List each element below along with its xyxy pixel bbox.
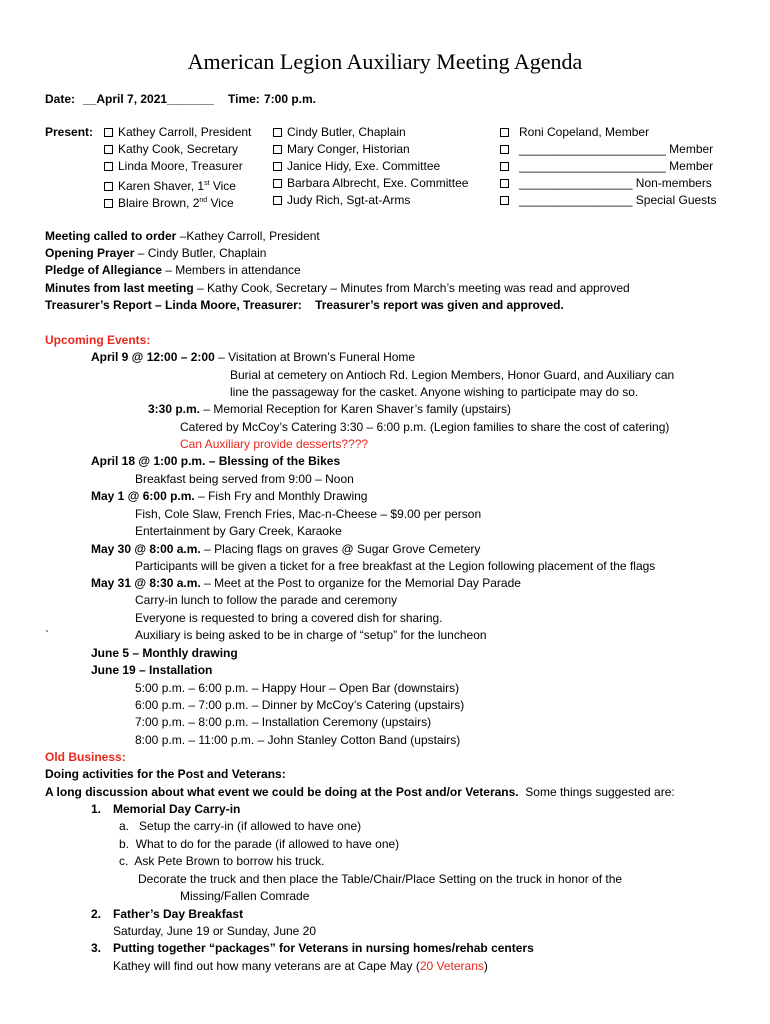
attendee-checkbox-item[interactable]: Kathey Carroll, President (104, 124, 251, 141)
present-label: Present: (45, 125, 94, 139)
event-detail: Fish, Cole Slaw, French Fries, Mac-n-Cheese – $9.00 per person (135, 507, 482, 521)
checkbox-icon[interactable] (273, 128, 282, 137)
attendee-checkbox-item[interactable]: _________________ Special Guests (500, 192, 717, 209)
attendee-checkbox-item[interactable]: Karen Shaver, 1st Vice (104, 175, 236, 195)
attendee-checkbox-item[interactable]: Kathy Cook, Secretary (104, 141, 238, 158)
checkbox-icon[interactable] (273, 162, 282, 171)
event-detail: Catered by McCoy’s Catering 3:30 – 6:00 p.m. (Legion families to share the cost of catering) (180, 420, 670, 434)
installation-schedule-item: 5:00 p.m. – 6:00 p.m. – Happy Hour – Open Bar (downstairs) (135, 681, 460, 695)
event-detail: Carry-in lunch to follow the parade and ceremony (135, 593, 398, 607)
attendee-checkbox-item[interactable]: ______________________ Member (500, 141, 713, 158)
pledge-line: Pledge of Allegiance – Members in attendance (45, 263, 301, 277)
checkbox-icon[interactable] (104, 145, 113, 154)
event-detail: Breakfast being served from 9:00 – Noon (135, 472, 354, 486)
attendee-checkbox-item[interactable]: Linda Moore, Treasurer (104, 158, 243, 175)
attendee-checkbox-item[interactable]: ______________________ Member (500, 158, 713, 175)
date-label: Date: (45, 92, 76, 106)
checkbox-icon[interactable] (273, 145, 282, 154)
attendee-checkbox-item[interactable]: Cindy Butler, Chaplain (273, 124, 406, 141)
attendee-checkbox-item[interactable]: Blaire Brown, 2nd Vice (104, 192, 234, 212)
old-business-heading: Old Business: (45, 750, 126, 764)
installation-schedule-item: 7:00 p.m. – 8:00 p.m. – Installation Ceremony (upstairs) (135, 715, 432, 729)
event-may-31: May 31 @ 8:30 a.m. – Meet at the Post to organize for the Memorial Day Parade (91, 576, 521, 590)
sub-item-note: Missing/Fallen Comrade (180, 889, 310, 903)
event-detail: Participants will be given a ticket for a free breakfast at the Legion following placement of the flags (135, 559, 656, 573)
suggestion-memorial-day: Memorial Day Carry-in (113, 802, 241, 816)
event-april-18: April 18 @ 1:00 p.m. – Blessing of the Bikes (91, 454, 341, 468)
checkbox-icon[interactable] (500, 162, 509, 171)
treasurer-report-line: Treasurer’s Report – Linda Moore, Treasurer: Treasurer’s report was given and approved. (45, 298, 564, 312)
sub-item: c. Ask Pete Brown to borrow his truck. (119, 854, 325, 868)
checkbox-icon[interactable] (104, 199, 113, 208)
event-april-9: April 9 @ 12:00 – 2:00 – Visitation at Brown’s Funeral Home (91, 350, 416, 364)
checkbox-icon[interactable] (104, 182, 113, 191)
page-title: American Legion Auxiliary Meeting Agenda (187, 49, 583, 74)
list-number: 2. (91, 907, 102, 921)
event-june-5: June 5 – Monthly drawing (91, 646, 238, 660)
event-detail: Auxiliary is being asked to be in charge of “setup” for the luncheon (135, 628, 487, 642)
sub-item: b. What to do for the parade (if allowed to have one) (119, 837, 400, 851)
event-detail: line the passageway for the casket. Anyone wishing to participate may do so. (230, 385, 639, 399)
event-reception: 3:30 p.m. – Memorial Reception for Karen Shaver’s family (upstairs) (148, 402, 512, 416)
installation-schedule-item: 8:00 p.m. – 11:00 p.m. – John Stanley Cotton Band (upstairs) (135, 733, 461, 747)
time-value: 7:00 p.m. (264, 92, 317, 106)
suggestion-packages: Putting together “packages” for Veterans in nursing homes/rehab centers (113, 941, 534, 955)
checkbox-icon[interactable] (500, 145, 509, 154)
suggestion-fathers-day: Father’s Day Breakfast (113, 907, 244, 921)
attendee-checkbox-item[interactable]: Janice Hidy, Exe. Committee (273, 158, 440, 175)
checkbox-icon[interactable] (104, 128, 113, 137)
list-number: 3. (91, 941, 102, 955)
sub-item: a. Setup the carry-in (if allowed to have one) (119, 819, 362, 833)
checkbox-icon[interactable] (500, 196, 509, 205)
list-number: 1. (91, 802, 102, 816)
checkbox-icon[interactable] (273, 196, 282, 205)
event-detail: Entertainment by Gary Creek, Karaoke (135, 524, 342, 538)
attendee-checkbox-item[interactable]: Barbara Albrecht, Exe. Committee (273, 175, 468, 192)
stray-mark: ` (45, 628, 49, 642)
sub-item-note: Saturday, June 19 or Sunday, June 20 (113, 924, 317, 938)
time-label: Time: (228, 92, 260, 106)
discussion-line: A long discussion about what event we could be doing at the Post and/or Veterans. Some things suggested are: (45, 785, 675, 799)
event-detail: Burial at cemetery on Antioch Rd. Legion Members, Honor Guard, and Auxiliary can (230, 368, 675, 382)
call-to-order-line: Meeting called to order –Kathey Carroll, President (45, 229, 320, 243)
event-question: Can Auxiliary provide desserts???? (180, 437, 369, 451)
checkbox-icon[interactable] (104, 162, 113, 171)
event-may-30: May 30 @ 8:00 a.m. – Placing flags on graves @ Sugar Grove Cemetery (91, 542, 481, 556)
event-june-19: June 19 – Installation (91, 663, 213, 677)
old-business-subheading: Doing activities for the Post and Veterans: (45, 767, 286, 781)
date-value: __April 7, 2021_______ (83, 92, 214, 106)
attendee-checkbox-item[interactable]: Mary Conger, Historian (273, 141, 410, 158)
checkbox-icon[interactable] (273, 179, 282, 188)
event-detail: Everyone is requested to bring a covered dish for sharing. (135, 611, 443, 625)
last-minutes-line: Minutes from last meeting – Kathy Cook, Secretary – Minutes from March’s meeting was read and approved (45, 281, 630, 295)
checkbox-icon[interactable] (500, 128, 509, 137)
opening-prayer-line: Opening Prayer – Cindy Butler, Chaplain (45, 246, 267, 260)
checkbox-icon[interactable] (500, 179, 509, 188)
attendee-checkbox-item[interactable]: Roni Copeland, Member (500, 124, 649, 141)
installation-schedule-item: 6:00 p.m. – 7:00 p.m. – Dinner by McCoy’s Catering (upstairs) (135, 698, 465, 712)
event-may-1: May 1 @ 6:00 p.m. – Fish Fry and Monthly Drawing (91, 489, 368, 503)
attendee-checkbox-item[interactable]: Judy Rich, Sgt-at-Arms (273, 192, 410, 209)
upcoming-events-heading: Upcoming Events: (45, 333, 151, 347)
attendee-checkbox-item[interactable]: _________________ Non-members (500, 175, 712, 192)
sub-item-note: Decorate the truck and then place the Table/Chair/Place Setting on the truck in honor of the (138, 872, 623, 886)
sub-item-note: Kathey will find out how many veterans are at Cape May (20 Veterans) (113, 959, 488, 973)
